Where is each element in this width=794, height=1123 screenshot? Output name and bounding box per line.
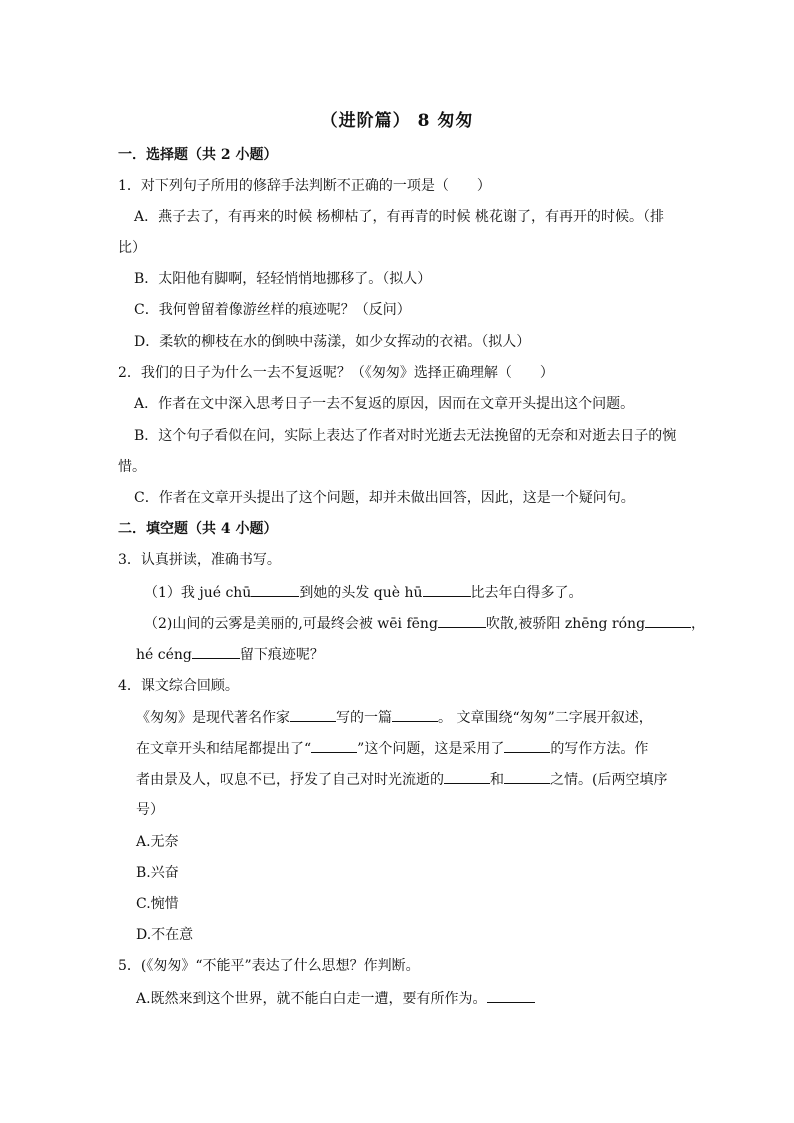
question-3-part-1 [144,583,583,602]
question-4-line-2 [136,739,648,758]
question-2-option-b-cont: 惜。 [118,459,146,475]
question-4-option-c: C.惋惜 [136,896,179,912]
question-1-option-d: D．柔软的柳枝在水的倒映中荡漾，如少女挥动的衣裙。（拟人） [134,334,531,350]
answer-blank[interactable] [192,645,240,659]
q4-l3-text-c: 之情。(后两空填序 [550,772,668,788]
q3-p2-text-b: 吹散,被骄阳 zhēng róng [485,616,646,632]
q3-p1-text-b: 到她的头发 què hū [299,585,423,601]
question-2-option-b: B．这个句子看似在问，实际上表达了作者对时光逝去无法挽留的无奈和对逝去日子的惋 [134,428,677,444]
answer-blank[interactable] [444,770,490,784]
question-2-option-a: A．作者在文中深入思考日子一去不复返的原因，因而在文章开头提出这个问题。 [134,396,635,412]
q3-p1-text-c: 比去年白得多了。 [470,585,583,601]
q4-l2-text-c: 的写作方法。作 [550,741,649,757]
question-2-option-c: C．作者在文章开头提出了这个问题，却并未做出回答，因此，这是一个疑问句。 [134,490,635,506]
answer-blank[interactable] [311,739,357,753]
question-3-part-2 [144,614,705,633]
answer-blank[interactable] [487,989,535,1003]
q3-p1-text-a: （1）我 jué chū [144,585,252,601]
answer-blank[interactable] [423,583,471,597]
q4-l2-text-b: ”这个问题，这是采用了 [357,741,505,757]
section-heading-choice: 一．选择题（共 2 小题） [118,147,278,163]
question-2-stem: 2．我们的日子为什么一去不复返呢？（《匆匆》选择正确理解（ ） [118,365,554,381]
question-1-option-a-cont: 比） [118,240,146,256]
q4-l1-text-b: 写的一篇 [336,710,392,726]
question-4-option-a: A.无奈 [136,834,179,850]
question-4-line-1 [136,708,653,727]
q3-p3-text-a: hé céng [136,647,192,663]
page-title: （进阶篇） 8 匆匆 [320,111,474,131]
q3-p2-text-c: ， [691,616,706,632]
answer-blank[interactable] [438,614,486,628]
answer-blank[interactable] [504,770,550,784]
q4-l2-text-a: 在文章开头和结尾都提出了“ [136,741,312,757]
question-4-line-3 [136,770,667,789]
answer-blank[interactable] [290,708,336,722]
q4-l1-text-c: 。 文章围绕“匆匆”二字展开叙述， [438,710,653,726]
answer-blank[interactable] [392,708,438,722]
q5-a-text: A.既然来到这个世界，就不能白白走一遭，要有所作为。 [136,991,487,1007]
question-3-part-2-cont [136,645,324,664]
answer-blank[interactable] [251,583,299,597]
question-1-option-a: A．燕子去了，有再来的时候 杨柳枯了，有再青的时候 桃花谢了，有再开的时候。（排 [134,209,665,225]
question-5-statement-a [136,989,535,1008]
question-1-option-c: C．我何曾留着像游丝样的痕迹呢？（反问） [134,302,411,318]
question-4-option-b: B.兴奋 [136,865,179,881]
question-1-stem: 1．对下列句子所用的修辞手法判断不正确的一项是（ ） [118,178,491,194]
question-3-stem: 3．认真拼读，准确书写。 [118,552,281,568]
question-5-stem: 5．(《匆匆》“不能平”表达了什么思想？作判断。 [118,958,420,974]
answer-blank[interactable] [504,739,550,753]
answer-blank[interactable] [645,614,691,628]
question-4-line-4: 号） [136,802,164,818]
q3-p3-text-b: 留下痕迹呢？ [239,647,324,663]
section-heading-fill: 二．填空题（共 4 小题） [118,521,278,537]
q4-l1-text-a: 《匆匆》是现代著名作家 [136,710,290,726]
question-4-option-d: D.不在意 [136,927,194,943]
q4-l3-text-a: 者由景及人，叹息不已，抒发了自己对时光流逝的 [136,772,444,788]
q3-p2-text-a: （2)山间的云雾是美丽的,可最终会被 wēi fēng [144,616,438,632]
q4-l3-text-b: 和 [490,772,504,788]
question-4-stem: 4．课文综合回顾。 [118,678,239,694]
question-1-option-b: B．太阳他有脚啊，轻轻悄悄地挪移了。（拟人） [134,271,432,287]
